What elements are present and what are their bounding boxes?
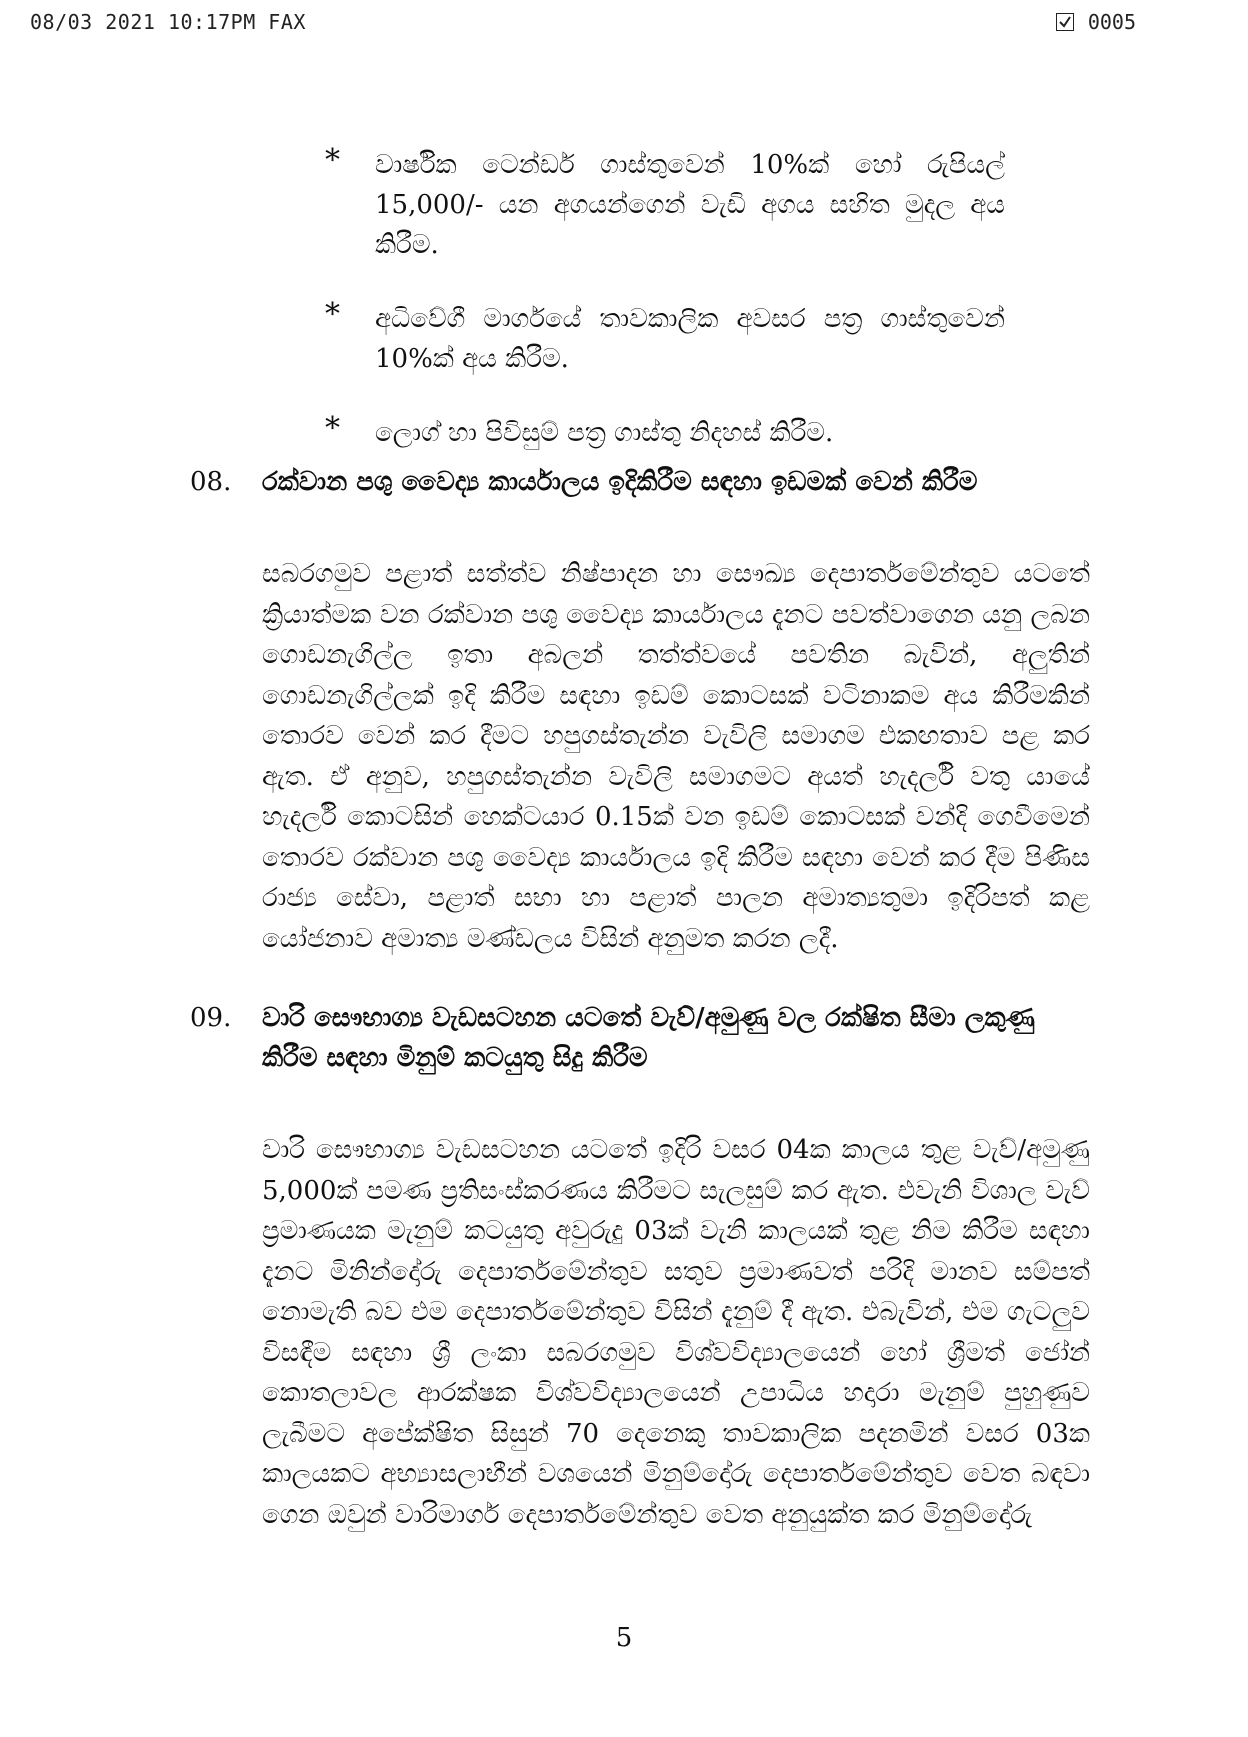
fax-page-indicator bbox=[1056, 10, 1136, 34]
bullet-item bbox=[325, 413, 1005, 453]
fax-page-code: 0005 bbox=[1087, 10, 1136, 34]
bullet-list bbox=[325, 145, 1005, 487]
fax-datetime: 08/03 2021 10:17PM FAX bbox=[30, 10, 306, 34]
section-body: සබරගමුව පළාත් සත්ත්ව නිෂ්පාදන හා සෞඛ්‍ය දෙපාර්තමේන්තුව යටතේ ක්‍රියාත්මක වන රක්වාන පශු වෛද්‍ය කාර්යාලය දැනට පවත්වාගෙන යනු ලබන ගොඩනැගිල්ල ඉතා අබලන් තත්ත්වයේ පවතින බැවින්, අලුතින් ගොඩනැගිල්ලක් ඉදි කිරීම සඳහා ඉඩම් කොටසක් වටිනාකම අය කිරීමකින් තොරව වෙන් කර දීමට හපුගස්තැන්න වැවිලි සමාගම එකඟතාව පළ කර ඇත. ඒ අනුව, හපුගස්තැන්න වැවිලි සමාගමට අයත් හැදර්ලි වතු යායේ හැදර්ලි කොටසින් හෙක්ටයාර 0.15ක් වන ඉඩම් කොටසක් වන්දි ගෙවීමෙන් තොරව රක්වාන පශු වෛද්‍ය කාර්යාලය ඉදි කිරීම සඳහා වෙන් කර දීම පිණිස රාජ්‍ය සේවා, පළාත් සභා හා පළාත් පාලන අමාත්‍යතුමා ඉදිරිපත් කළ යෝජනාව අමාත්‍ය මණ්ඩලය විසින් අනුමත කරන ලදී. bbox=[262, 559, 1090, 954]
section-09 bbox=[190, 998, 1090, 1535]
section-title: රක්වාන පශු වෛද්‍ය කාර්යාලය ඉදිකිරීම සඳහා ඉඩමක් වෙන් කිරීම bbox=[262, 467, 978, 497]
fax-header bbox=[0, 10, 1248, 40]
section-body: වාරි සෞභාග්‍ය වැඩසටහන යටතේ ඉදිරි වසර 04ක කාලය තුළ වැව්/අමුණු 5,000ක් පමණ ප්‍රතිසංස්කරණය කිරීමට සැලසුම් කර ඇත. එවැනි විශාල වැව් ප්‍රමාණයක මැනුම් කටයුතු අවුරුදු 03ක් වැනි කාලයක් තුළ නිම කිරීම සඳහා දැනට මිනින්දෝරු දෙපාර්තමේන්තුව සතුව ප්‍රමාණවත් පරිදි මානව සම්පත් නොමැති බව එම දෙපාර්තමේන්තුව විසින් දැනුම් දී ඇත. එබැවින්, එම ගැටලුව විසඳීම සඳහා ශ්‍රී ලංකා සබරගමුව විශ්වවිද්‍යාලයෙන් හෝ ශ්‍රීමත් ජෝන් කොතලාවල ආරක්ෂක විශ්වවිද්‍යාලයෙන් උපාධිය හදාරා මැනුම් පුහුණුව ලැබීමට අපේක්ෂිත සිසුන් 70 දෙනෙකු තාවකාලික පදනමින් වසර 03ක කාලයකට අභ්‍යාසලාභීන් වශයෙන් මිනුම්දෝරු දෙපාර්තමේන්තුව වෙත බඳවා ගෙන ඔවුන් වාරිමාර්ග දෙපාර්තමේන්තුව වෙත අනුයුක්ත කර මිනුම්දෝරු bbox=[262, 1135, 1090, 1530]
section-08 bbox=[190, 462, 1090, 959]
section-heading bbox=[190, 998, 1090, 1078]
section-number: 09. bbox=[190, 1003, 232, 1033]
bullet-item bbox=[325, 145, 1005, 265]
page-number: 5 bbox=[615, 1623, 633, 1653]
bullet-item bbox=[325, 299, 1005, 379]
asterisk-icon: * bbox=[325, 297, 340, 332]
section-heading bbox=[190, 462, 1090, 502]
bullet-text: ලොග් හා පිවිසුම් පත්‍ර ගාස්තු නිදහස් කිරීම. bbox=[375, 418, 834, 448]
bullet-text: වාර්ෂික ටෙන්ඩර් ගාස්තුවෙන් 10%ක් හෝ රුපියල් 15,000/- යන අගයන්ගෙන් වැඩි අගය සහිත මුදල අය කිරීම. bbox=[375, 150, 1005, 260]
bullet-text: අධිවේගී මාර්ගයේ තාවකාලික අවසර පත්‍ර ගාස්තුවෙන් 10%ක් අය කිරීම. bbox=[375, 304, 1005, 374]
section-number: 08. bbox=[190, 467, 232, 497]
checkbox-icon bbox=[1056, 13, 1074, 31]
asterisk-icon: * bbox=[325, 143, 340, 178]
section-title: වාරි සෞභාග්‍ය වැඩසටහන යටතේ වැව්/අමුණු වල රක්ෂිත සීමා ලකුණු කිරීම සඳහා මිනුම් කටයුතු සිදු කිරීම bbox=[262, 1003, 1035, 1073]
asterisk-icon: * bbox=[325, 411, 340, 446]
